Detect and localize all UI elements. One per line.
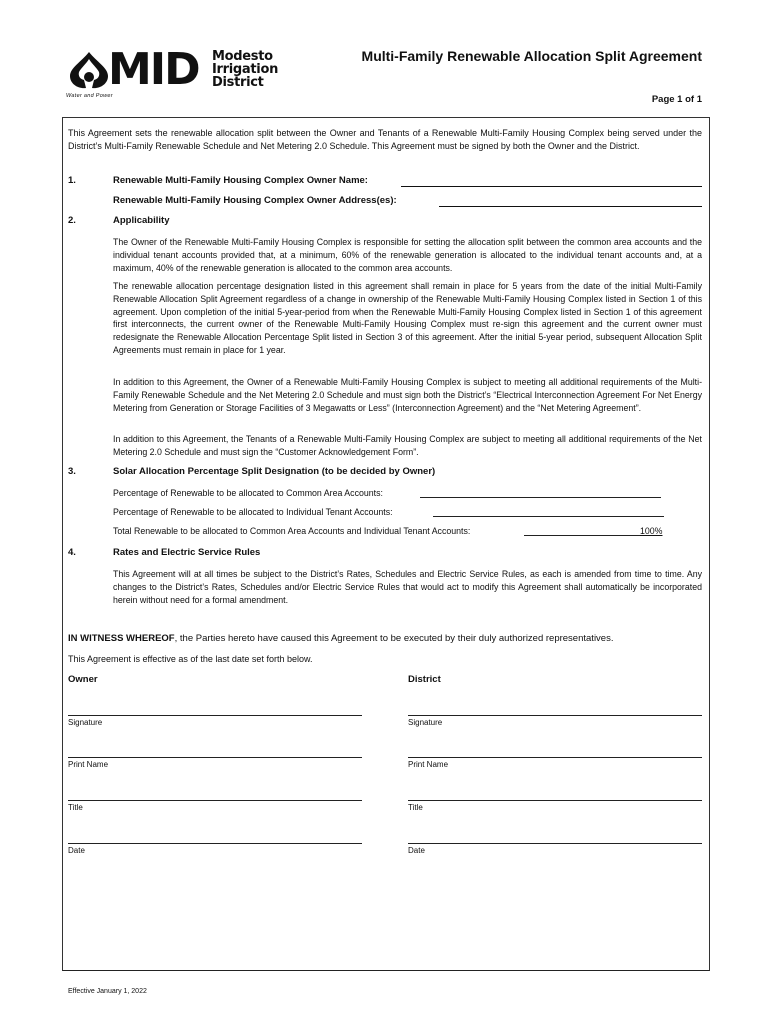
owner-title-field[interactable] — [68, 800, 362, 801]
owner-title-label: Title — [68, 803, 83, 812]
owner-address-label: Renewable Multi-Family Housing Complex Owner Address(es): — [113, 195, 397, 206]
section-3-number: 3. — [68, 466, 76, 477]
total-percentage-value: 100% — [640, 526, 663, 536]
witness-bold: IN WITNESS WHEREOF — [68, 633, 175, 644]
tenant-percentage-field[interactable] — [433, 516, 664, 517]
district-heading: District — [408, 674, 441, 685]
section-2-title: Applicability — [113, 215, 170, 226]
rates-paragraph: This Agreement will at all times be subject to the District’s Rates, Schedules and Electric Service Rules, as each is amended from time to time. Any changes to the District’s Rates, Schedules and/or Electric Service Rules that would act to modify this Agreement shall automatically be incorporated herein without need for a formal amendment. — [113, 569, 702, 605]
district-title-label: Title — [408, 803, 423, 812]
owner-heading: Owner — [68, 674, 98, 685]
common-area-percentage-field[interactable] — [420, 497, 661, 498]
effective-date-footer: Effective January 1, 2022 — [68, 988, 147, 995]
owner-name-label: Renewable Multi-Family Housing Complex Owner Name: — [113, 175, 368, 186]
applicability-paragraph-1: The Owner of the Renewable Multi-Family Housing Complex is responsible for setting the allocation split between the common area accounts and the individual tenant accounts provided that, at a minimum, 60% of the renewable generation is allocated to the individual tenant accounts and, at a maximum, 40% of the renewable generation is allocated to the common area accounts. — [113, 237, 702, 273]
logo-word-2: Irrigation — [212, 62, 279, 77]
owner-signature-label: Signature — [68, 718, 103, 727]
mid-logo — [66, 46, 296, 104]
section-3-title: Solar Allocation Percentage Split Designation (to be decided by Owner) — [113, 466, 436, 477]
section-4-title: Rates and Electric Service Rules — [113, 547, 261, 558]
owner-print-name-label: Print Name — [68, 760, 109, 769]
applicability-paragraph-2: The renewable allocation percentage designation listed in this agreement shall remain in place for 5 years from the date of the initial Multi-Family Renewable Allocation Split Agreement regardless of a change in ownership of the Renewable Multi-Family Housing Complex listed in Section 1 of this agreement. Upon completion of the initial 5-year-period from when the Renewable Multi-Family Housing Complex listed in Section 1 of this agreement first interconnects, the current owner of the Renewable Multi-Family Housing Complex must re-sign this agreement and the current owner must redesignate the Renewable Allocation Percentage Split listed in Section 3 of this agreement. After the initial 5-year period, subsequent Allocation Split Agreements must remain in place for 1 year. — [113, 281, 702, 355]
applicability-paragraph-4: In addition to this Agreement, the Tenants of a Renewable Multi-Family Housing Complex are subject to meeting all additional requirements of the Net Metering 2.0 Schedule and must sign the “Customer Acknowledgement Form”. — [113, 434, 702, 457]
effective-statement: This Agreement is effective as of the last date set forth below. — [68, 654, 313, 664]
section-1-number: 1. — [68, 175, 76, 186]
logo-tagline: Water and Power — [66, 93, 113, 99]
owner-address-field[interactable] — [439, 206, 702, 207]
document-title: Multi-Family Renewable Allocation Split Agreement — [361, 48, 702, 64]
logo-district-name — [212, 50, 278, 89]
district-print-name-label: Print Name — [408, 760, 449, 769]
total-percentage-field — [524, 535, 640, 536]
witness-statement — [68, 633, 613, 644]
logo-word-1: Modesto — [212, 49, 273, 64]
logo-mid-text: MID — [108, 44, 199, 95]
common-area-label: Percentage of Renewable to be allocated to Common Area Accounts: — [113, 488, 383, 498]
district-date-label: Date — [408, 846, 425, 855]
district-signature-label: Signature — [408, 718, 443, 727]
owner-print-name-field[interactable] — [68, 757, 362, 758]
district-signature-field[interactable] — [408, 715, 702, 716]
owner-date-label: Date — [68, 846, 85, 855]
logo-word-3: District — [212, 75, 264, 90]
owner-signature-field[interactable] — [68, 715, 362, 716]
intro-paragraph: This Agreement sets the renewable allocation split between the Owner and Tenants of a Renewable Multi-Family Housing Complex being served under the District’s Multi-Family Renewable Schedule and Net Metering 2.0 Schedule. This Agreement must be signed by both the Owner and the District. — [68, 128, 702, 151]
owner-name-field[interactable] — [401, 186, 702, 187]
section-2-number: 2. — [68, 215, 76, 226]
applicability-paragraph-3: In addition to this Agreement, the Owner of a Renewable Multi-Family Housing Complex is subject to meeting all additional requirements of the Multi-Family Renewable Schedule and the Net Metering 2.0 Schedule and must sign both the District’s “Electrical Interconnection Agreement For Net Energy Metering from Generation or Storage Facilities of 3 Megawatts or Less” (Interconnection Agreement) and the “Net Metering Agreement”. — [113, 377, 702, 413]
total-renewable-label: Total Renewable to be allocated to Common Area Accounts and Individual Tenant Accounts: — [113, 526, 471, 536]
district-print-name-field[interactable] — [408, 757, 702, 758]
witness-rest: , the Parties hereto have caused this Agreement to be executed by their duly authorized representatives. — [174, 633, 614, 644]
page-number: Page 1 of 1 — [651, 94, 702, 105]
owner-date-field[interactable] — [68, 843, 362, 844]
district-date-field[interactable] — [408, 843, 702, 844]
water-drop-logo-icon — [66, 50, 112, 90]
district-title-field[interactable] — [408, 800, 702, 801]
tenant-accounts-label: Percentage of Renewable to be allocated to Individual Tenant Accounts: — [113, 507, 393, 517]
section-4-number: 4. — [68, 547, 76, 558]
